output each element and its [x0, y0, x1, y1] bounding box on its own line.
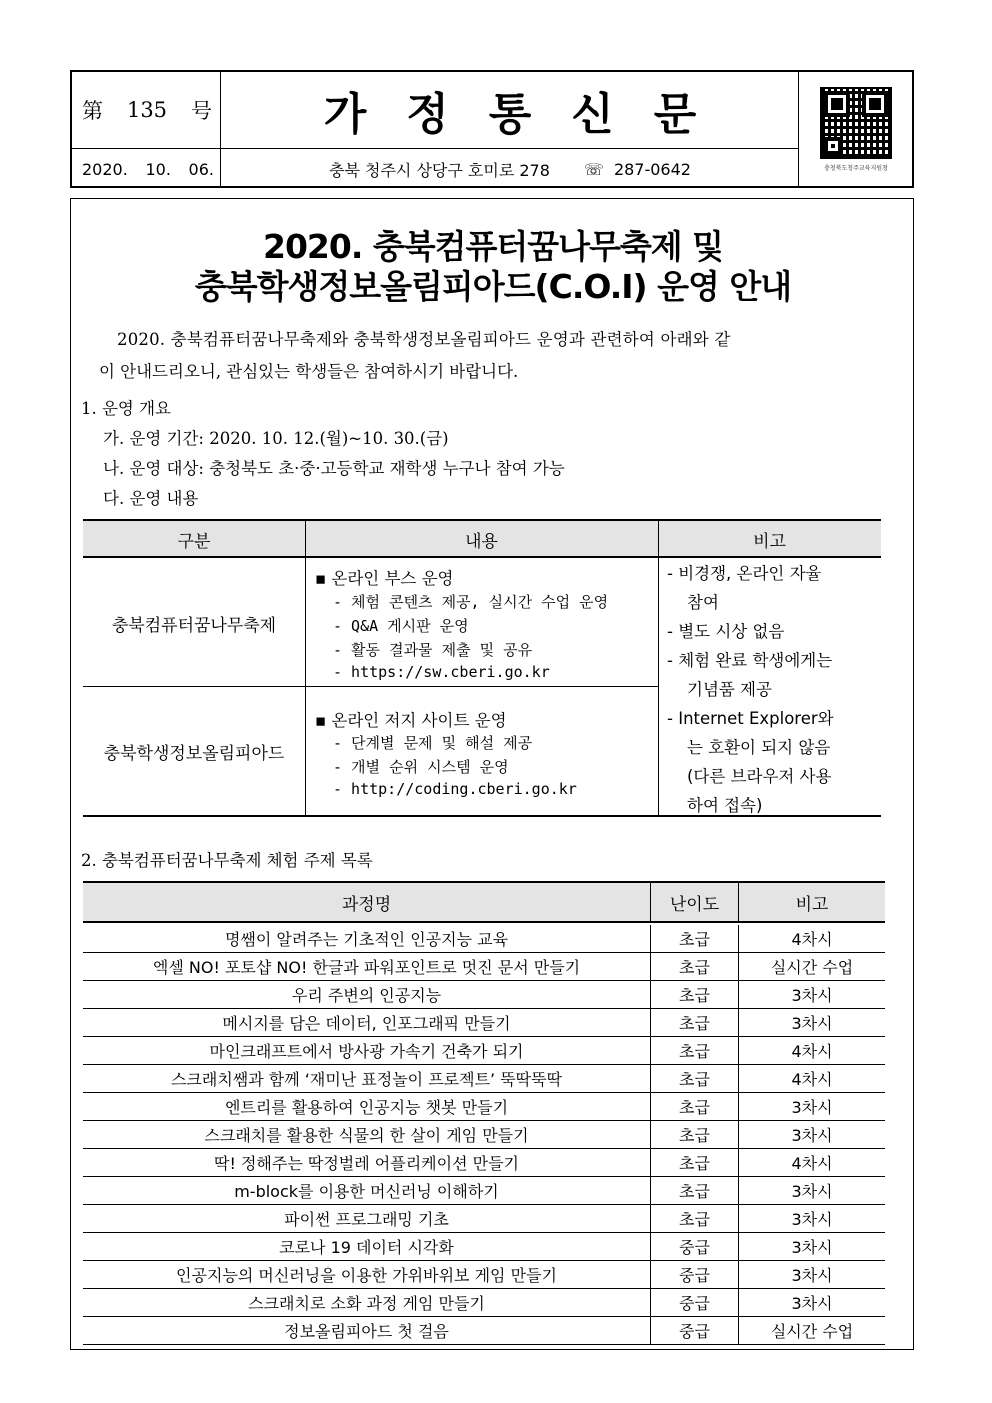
note-line: - 비경쟁, 온라인 자율: [667, 564, 822, 583]
course-name: 딱! 정해주는 딱정벌레 어플리케이션 만들기: [214, 1154, 519, 1173]
note-line: - 체험 완료 학생에게는: [667, 651, 833, 670]
course-remark: 3차시: [738, 1121, 885, 1148]
festival-url: - https://sw.cberi.go.kr: [333, 663, 550, 681]
divider: [798, 72, 799, 186]
course-remark: 3차시: [738, 1009, 885, 1036]
table-row: [83, 1317, 885, 1345]
table-row: [83, 981, 885, 1009]
telephone-icon: ☏: [583, 159, 604, 179]
course-remark: 3차시: [738, 1205, 885, 1232]
table-row: [83, 1233, 885, 1261]
course-level: 초급: [650, 1065, 738, 1092]
course-remark: 3차시: [738, 981, 885, 1008]
col-header-course: 과정명: [341, 894, 392, 915]
course-remark: 4차시: [738, 1037, 885, 1064]
festival-sub-item: - 체험 콘텐츠 제공, 실시간 수업 운영: [333, 593, 609, 611]
col-header-content: 내용: [465, 532, 498, 552]
course-remark: 실시간 수업: [738, 953, 885, 980]
masthead-char: 통: [488, 89, 572, 140]
notice-title-line1: 2020. 충북컴퓨터꿈나무축제 및: [262, 227, 724, 266]
course-table-header: [83, 881, 885, 923]
overview-target: 나. 운영 대상: 충청북도 초·중·고등학교 재학생 누구나 참여 가능: [103, 459, 565, 478]
course-name: 우리 주변의 인공지능: [291, 986, 442, 1005]
table-row: [83, 1177, 885, 1205]
course-name: 파이썬 프로그래밍 기초: [284, 1210, 449, 1229]
festival-sub-item: - 활동 결과물 제출 및 공유: [333, 641, 533, 659]
course-name: 스크래치로 소화 과정 게임 만들기: [248, 1294, 485, 1313]
phone: [584, 160, 691, 179]
course-level: 초급: [650, 953, 738, 980]
course-level: 중급: [650, 1317, 738, 1344]
issue-number: [72, 72, 220, 148]
table-row: [83, 1093, 885, 1121]
section-heading-2: 2. 충북컴퓨터꿈나무축제 체험 주제 목록: [81, 851, 373, 870]
school-address: 충북 청주시 상당구 호미로 278: [329, 160, 550, 180]
course-level: 초급: [650, 1149, 738, 1176]
intro-line1: 2020. 충북컴퓨터꿈나무축제와 충북학생정보올림피아드 운영과 관련하여 아래와 같: [117, 330, 731, 349]
masthead-char: 가: [323, 89, 407, 140]
table-row: [83, 1065, 885, 1093]
col-header-remark: 비고: [738, 883, 885, 921]
course-name: 정보올림피아드 첫 걸음: [284, 1322, 449, 1341]
olympiad-url: - http://coding.cberi.go.kr: [333, 780, 577, 798]
category-festival: 충북컴퓨터꿈나무축제: [111, 615, 277, 636]
date-month: 10.: [145, 159, 171, 179]
note-line: 는 호환이 되지 않음: [687, 738, 831, 757]
category-olympiad: 충북학생정보올림피아드: [103, 743, 285, 764]
note-line: (다른 브라우저 사용: [687, 767, 832, 786]
contact-line: [222, 150, 798, 188]
course-level: 초급: [650, 925, 738, 952]
course-name: 명쌤이 알려주는 기초적인 인공지능 교육: [224, 930, 509, 949]
course-level: 초급: [650, 1093, 738, 1120]
col-header-level: 난이도: [650, 883, 738, 921]
course-name: 메시지를 담은 데이터, 인포그래픽 만들기: [222, 1014, 511, 1033]
course-remark: 3차시: [738, 1177, 885, 1204]
table-row: [83, 1121, 885, 1149]
course-level: 초급: [650, 981, 738, 1008]
course-level: 중급: [650, 1289, 738, 1316]
phone-number: 287-0642: [613, 159, 691, 179]
note-line: 하여 접속): [687, 796, 763, 815]
masthead-char: 신: [571, 89, 654, 140]
olympiad-bullet: ▪ 온라인 저지 사이트 운영: [315, 711, 507, 730]
course-remark: 4차시: [738, 1149, 885, 1176]
qr-block: [800, 72, 912, 186]
course-name: 엑셀 NO! 포토샵 NO! 한글과 파워포인트로 멋진 문서 만들기: [152, 958, 581, 977]
note-line: - 별도 시상 없음: [667, 622, 785, 641]
date-day: 06.: [188, 159, 214, 179]
issue-suffix: 号: [191, 99, 212, 123]
masthead-title: [222, 72, 798, 148]
course-remark: 4차시: [738, 1065, 885, 1092]
course-level: 초급: [650, 1205, 738, 1232]
course-level: 초급: [650, 1037, 738, 1064]
note-line: 참여: [687, 593, 719, 612]
course-level: 중급: [650, 1261, 738, 1288]
divider: [72, 148, 798, 149]
festival-sub-item: - Q&A 게시판 운영: [333, 617, 469, 635]
note-line: - Internet Explorer와: [667, 709, 834, 728]
issue-prefix: 第: [82, 99, 103, 123]
course-name: 스크래치를 활용한 식물의 한 살이 게임 만들기: [204, 1126, 529, 1145]
table-row: [83, 1261, 885, 1289]
course-level: 초급: [650, 1009, 738, 1036]
intro-line2: 이 안내드리오니, 관심있는 학생들은 참여하시기 바랍니다.: [99, 362, 519, 381]
festival-bullet: ▪ 온라인 부스 운영: [315, 569, 454, 588]
course-remark: 3차시: [738, 1093, 885, 1120]
course-name: m-block를 이용한 머신러닝 이해하기: [234, 1182, 499, 1201]
overview-period: 가. 운영 기간: 2020. 10. 12.(월)~10. 30.(금): [103, 429, 449, 448]
table-row: [83, 1037, 885, 1065]
notice-body: [70, 198, 914, 1350]
table-row: [83, 1289, 885, 1317]
table-row: [83, 1205, 885, 1233]
issue-value: 135: [126, 98, 168, 122]
publish-date: [72, 150, 220, 188]
newsletter-header: [70, 70, 914, 188]
course-name: 엔트리를 활용하여 인공지능 챗봇 만들기: [224, 1098, 509, 1117]
table-row: [83, 1009, 885, 1037]
divider: [658, 519, 659, 817]
course-remark: 실시간 수업: [738, 1317, 885, 1344]
date-year: 2020.: [82, 159, 128, 179]
course-level: 초급: [650, 1121, 738, 1148]
course-name: 코로나 19 데이터 시각화: [279, 1238, 454, 1257]
masthead-char: 문: [653, 89, 737, 140]
course-remark: 3차시: [738, 1289, 885, 1316]
notice-title-line2: 충북학생정보올림피아드(C.O.I) 운영 안내: [194, 267, 792, 306]
course-level: 중급: [650, 1233, 738, 1260]
operation-table: [83, 519, 881, 817]
course-remark: 3차시: [738, 1233, 885, 1260]
col-header-category: 구분: [177, 532, 211, 552]
qr-caption: 충청북도청주교육지원청: [824, 164, 888, 172]
course-name: 마인크래프트에서 방사광 가속기 건축가 되기: [209, 1042, 524, 1061]
divider: [305, 519, 306, 817]
table-row: [83, 1149, 885, 1177]
note-line: 기념품 제공: [687, 680, 772, 699]
divider: [220, 72, 221, 186]
olympiad-sub-item: - 개별 순위 시스템 운영: [333, 758, 509, 776]
col-header-note: 비고: [753, 532, 786, 552]
course-remark: 4차시: [738, 925, 885, 952]
table-row: [83, 925, 885, 953]
qr-code-icon: [820, 87, 892, 159]
overview-content: 다. 운영 내용: [103, 489, 199, 508]
masthead-char: 정: [406, 89, 489, 140]
section-heading-1: 1. 운영 개요: [81, 399, 171, 418]
course-remark: 3차시: [738, 1261, 885, 1288]
course-name: 인공지능의 머신러닝을 이용한 가위바위보 게임 만들기: [176, 1266, 557, 1285]
course-level: 초급: [650, 1177, 738, 1204]
table-row: [83, 953, 885, 981]
course-name: 스크래치쌤과 함께 ‘재미난 표정놀이 프로젝트’ 뚝딱뚝딱: [170, 1070, 563, 1089]
olympiad-sub-item: - 단계별 문제 및 해설 제공: [333, 734, 533, 752]
